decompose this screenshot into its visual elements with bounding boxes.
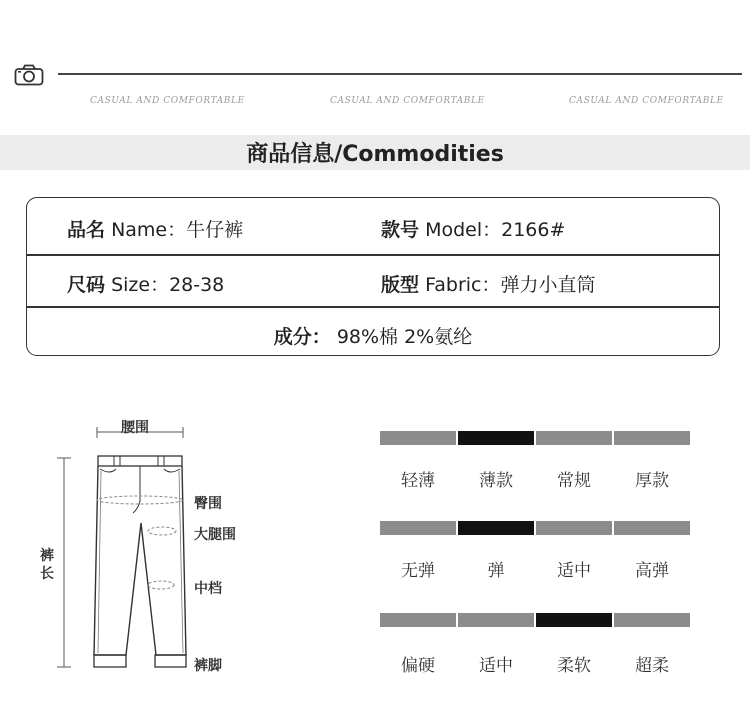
stretch-bar-4: [614, 521, 690, 535]
model-value: Model：2166#: [425, 219, 566, 241]
size-value: Size：28-38: [111, 274, 225, 296]
row-divider: [27, 254, 719, 256]
thickness-bar-4: [614, 431, 690, 445]
thickness-label-1: 轻薄: [401, 471, 435, 491]
model-label: 款号: [381, 219, 420, 241]
thigh-label: 大腿围: [194, 527, 236, 543]
fabric-value: Fabric：弹力小直筒: [425, 274, 596, 296]
stretch-label-1: 无弹: [401, 561, 435, 581]
tagline-1: CASUAL AND COMFORTABLE: [90, 96, 245, 106]
stretch-bar-3: [536, 521, 612, 535]
stretch-label-3: 适中: [557, 561, 591, 581]
stretch-bar-2-selected: [458, 521, 534, 535]
stretch-label-4: 高弹: [635, 561, 669, 581]
thickness-label-3: 常规: [557, 471, 591, 491]
fabric-label: 版型: [381, 274, 420, 296]
softness-label-2: 适中: [479, 656, 513, 676]
tagline-2: CASUAL AND COMFORTABLE: [330, 96, 485, 106]
waist-label: 腰围: [121, 420, 149, 436]
length-label-2: 长: [40, 566, 54, 582]
camera-icon: [14, 64, 44, 86]
thickness-label-4: 厚款: [635, 471, 669, 491]
size-label: 尺码: [67, 274, 106, 296]
thickness-bar-2-selected: [458, 431, 534, 445]
softness-label-4: 超柔: [635, 656, 669, 676]
page-title: 商品信息/Commodities: [246, 142, 504, 167]
thickness-bar-3: [536, 431, 612, 445]
product-info-box: [26, 197, 720, 356]
composition-label: 成分：: [273, 326, 331, 348]
row-divider: [27, 306, 719, 308]
hip-label: 臀围: [194, 496, 222, 512]
product-model: [381, 215, 565, 242]
product-name: [67, 215, 243, 242]
softness-label-3: 柔软: [557, 656, 591, 676]
softness-bar-4: [614, 613, 690, 627]
softness-label-1: 偏硬: [401, 656, 435, 676]
pants-diagram: [30, 405, 260, 715]
name-value: Name：牛仔裤: [111, 219, 244, 241]
stretch-bar-1: [380, 521, 456, 535]
thickness-bar-1: [380, 431, 456, 445]
name-label: 品名: [67, 219, 106, 241]
softness-bar-3-selected: [536, 613, 612, 627]
hem-label: 裤脚: [194, 658, 222, 674]
title-band: [0, 135, 750, 170]
tagline-3: CASUAL AND COMFORTABLE: [569, 96, 724, 106]
stretch-label-2: 弹: [487, 561, 505, 581]
composition-value: 98%棉 2%氨纶: [336, 326, 473, 348]
mid-label: 中档: [194, 581, 222, 597]
thickness-label-2: 薄款: [479, 471, 513, 491]
softness-bar-1: [380, 613, 456, 627]
product-composition: [27, 322, 719, 349]
header-divider: [58, 73, 742, 75]
product-fabric: [381, 270, 596, 297]
softness-bar-2: [458, 613, 534, 627]
product-size: [67, 270, 224, 297]
length-label-1: 裤: [40, 548, 54, 564]
